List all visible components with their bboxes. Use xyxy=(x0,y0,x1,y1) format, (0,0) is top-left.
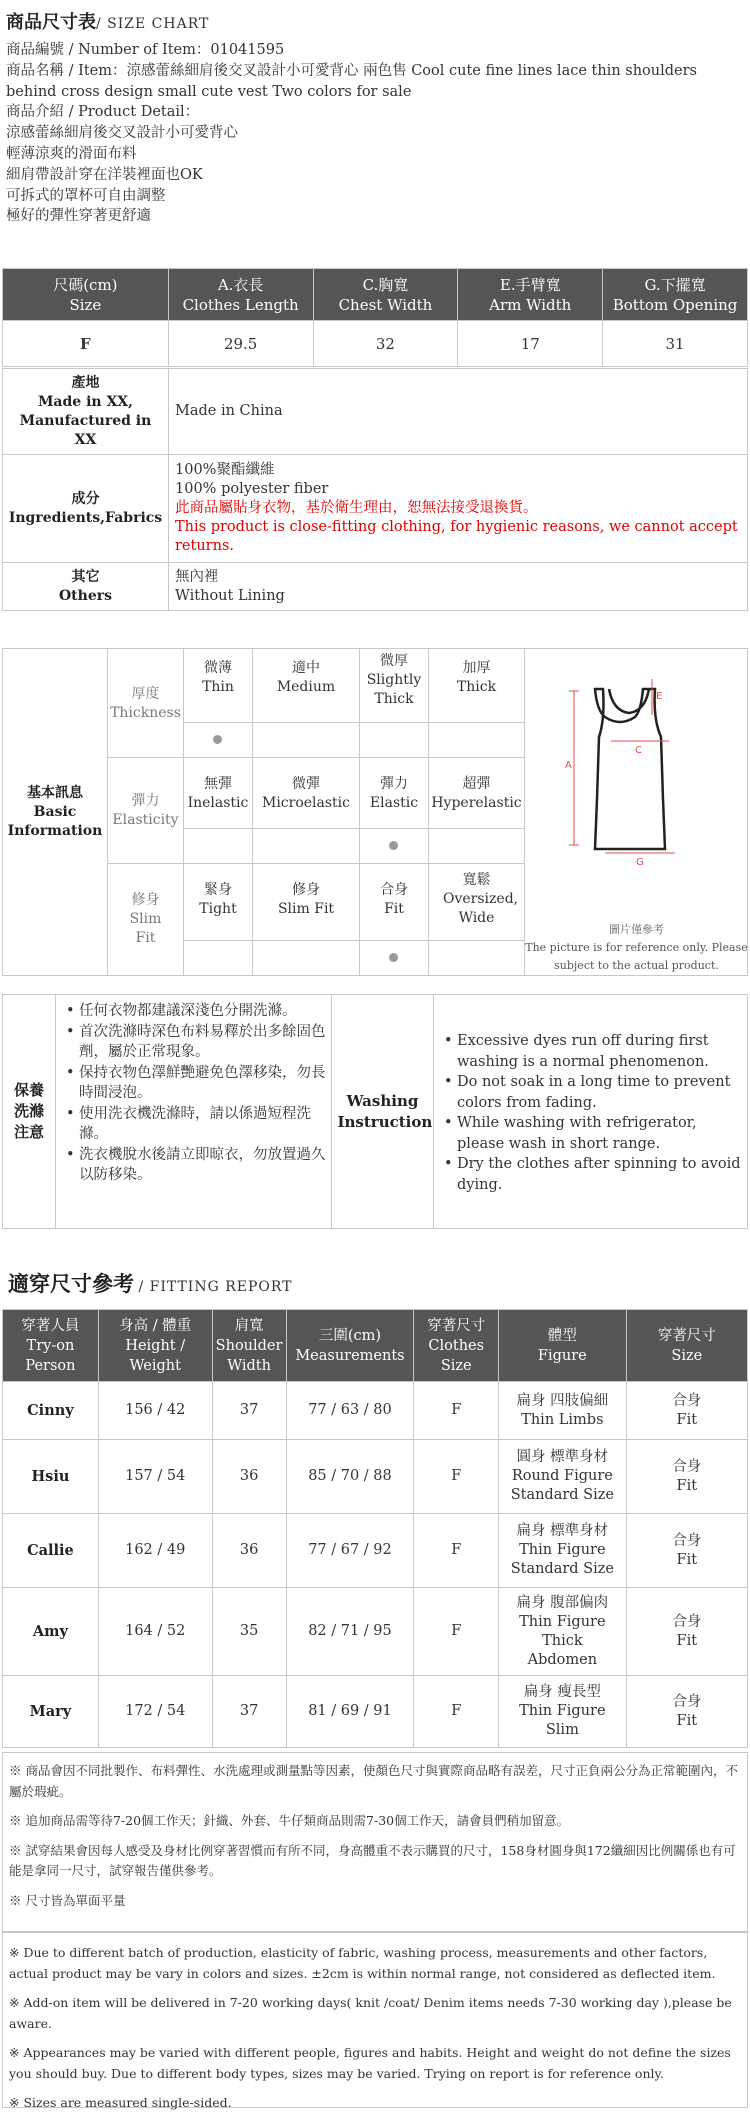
ingredients-label-zh: 成分 xyxy=(71,490,100,507)
table-row xyxy=(3,1382,748,1440)
note-en: ※ Appearances may be varied with different people, figures and habits. Height and weight do not define the sizes you should buy. Due to different body types, sizes may be varied. Trying on report is for reference only. xyxy=(9,2045,731,2081)
ingredients-value xyxy=(169,455,748,563)
clothes-size: F xyxy=(414,1514,499,1588)
option-tight xyxy=(183,863,252,975)
header-en: Measurements xyxy=(295,1347,405,1364)
dim-label-e: E xyxy=(656,691,663,702)
washing-label-zh xyxy=(3,995,56,1228)
length-header xyxy=(168,269,313,321)
fitting-report-header xyxy=(8,1268,293,1298)
dim-label-a: A xyxy=(565,760,572,771)
elasticity-selected-dot xyxy=(389,841,398,850)
measurements: 81 / 69 / 91 xyxy=(286,1676,414,1748)
slimfit-label xyxy=(108,891,183,948)
option-en: Fit xyxy=(384,901,404,917)
option-en: Slightly Thick xyxy=(366,672,422,707)
slimfit-label-zh: 修身 xyxy=(131,892,160,908)
washing-item-zh: • 洗衣機脫水後請立即晾衣，勿放置過久以防移染。 xyxy=(65,1145,327,1186)
person-header xyxy=(3,1310,99,1382)
clothes-size: F xyxy=(414,1382,499,1440)
height-weight: 157 / 54 xyxy=(98,1440,212,1514)
diagram-caption-en-2: subject to the actual product. xyxy=(554,959,719,972)
size-row xyxy=(3,321,748,367)
shoulder-width: 36 xyxy=(212,1440,286,1514)
product-detail-line: 細肩帶設計穿在洋裝裡面也OK xyxy=(6,166,203,183)
option-en: Inelastic xyxy=(187,795,249,811)
option-zh: 微厚 xyxy=(380,653,408,669)
option-en: Thin xyxy=(202,679,234,695)
item-name: 商品名稱 / Item：涼感蕾絲細肩後交叉設計小可愛背心 兩色售 Cool cute fine lines lace thin shoulders behind cross design small cute vest Two colors for sale xyxy=(6,62,697,100)
item-number: 商品編號 / Number of Item：01041595 xyxy=(6,42,285,58)
option-en: Medium xyxy=(276,679,336,695)
header-zh: 三圍(cm) xyxy=(318,1327,382,1344)
figure: 扁身 標準身材 Thin Figure Standard Size xyxy=(499,1514,627,1588)
product-detail-line: 可拆式的罩杯可自由調整 xyxy=(6,187,166,204)
shoulder-header xyxy=(212,1310,286,1382)
header-zh: 身高 / 體重 xyxy=(119,1317,192,1334)
washing-list-en xyxy=(443,1031,743,1195)
product-detail-line: 極好的彈性穿著更舒適 xyxy=(6,208,151,225)
others-label-en: Others xyxy=(58,587,112,604)
note-zh: ※ 尺寸皆為單面平量 xyxy=(9,1892,126,1908)
figure-header xyxy=(499,1310,627,1382)
figure: 扁身 四肢偏細 Thin Limbs xyxy=(499,1382,627,1440)
shoulder-width: 37 xyxy=(212,1382,286,1440)
figure: 圓身 標準身材 Round Figure Standard Size xyxy=(499,1440,627,1514)
option-oversized xyxy=(428,863,524,975)
note-en: ※ Sizes are measured single-sided. xyxy=(9,2095,232,2110)
note-en: ※ Due to different batch of production, elasticity of fabric, washing process, measurements and other factors, actual product may be vary in colors and sizes. ±2cm is within normal range, not considered as deflected item. xyxy=(9,1945,716,1981)
length-cell: 29.5 xyxy=(168,321,313,367)
origin-row xyxy=(3,369,748,455)
person-name: Hsiu xyxy=(3,1440,99,1514)
option-zh: 微彈 xyxy=(292,776,320,792)
fitting-report-title: 適穿尺寸參考 xyxy=(8,1271,134,1296)
person-name: Cinny xyxy=(3,1382,99,1440)
table-row xyxy=(3,1588,748,1676)
measurements: 77 / 67 / 92 xyxy=(286,1514,414,1588)
header-zh: 體型 xyxy=(547,1327,577,1344)
others-label xyxy=(3,563,169,611)
height-weight-header xyxy=(98,1310,212,1382)
product-intro xyxy=(6,40,736,227)
basic-info-label xyxy=(3,649,108,975)
shoulder-width: 35 xyxy=(212,1588,286,1676)
basic-info-section xyxy=(2,648,748,976)
product-detail-line: 輕薄涼爽的滑面布料 xyxy=(6,145,137,162)
header-en: Clothes Size xyxy=(428,1337,485,1374)
others-row xyxy=(3,563,748,611)
header-en: Clothes Length xyxy=(182,295,299,314)
fit-result: 合身 Fit xyxy=(626,1382,747,1440)
height-weight: 156 / 42 xyxy=(98,1382,212,1440)
thickness-selected-dot xyxy=(213,735,222,744)
header-en: Height / Weight xyxy=(125,1337,186,1374)
washing-title-en: Washing Instruction xyxy=(337,1091,433,1131)
option-slightly-thick xyxy=(359,649,428,757)
option-en: Elastic xyxy=(369,795,419,811)
table-row xyxy=(3,1440,748,1514)
others-value xyxy=(169,563,748,611)
option-zh: 修身 xyxy=(292,882,320,898)
size-chart-header-row xyxy=(3,269,748,321)
slimfit-selected-dot xyxy=(389,953,398,962)
bottom-cell: 31 xyxy=(603,321,748,367)
header-zh: E.手臂寬 xyxy=(499,275,561,294)
fitting-header-row xyxy=(3,1310,748,1382)
header-en: Chest Width xyxy=(338,295,433,314)
washing-list-zh xyxy=(65,1001,327,1186)
header-zh: 尺碼(cm) xyxy=(53,275,118,294)
arm-header xyxy=(458,269,603,321)
size-header xyxy=(3,269,169,321)
option-thick xyxy=(428,649,524,757)
origin-label-zh: 產地 xyxy=(71,374,100,391)
header-zh: G.下擺寬 xyxy=(644,275,706,294)
garment-diagram xyxy=(524,649,747,975)
header-zh: A.衣長 xyxy=(217,275,264,294)
clothes-size: F xyxy=(414,1676,499,1748)
table-row xyxy=(3,1514,748,1588)
fit-result: 合身 Fit xyxy=(626,1514,747,1588)
thickness-label-zh: 厚度 xyxy=(131,686,160,702)
size-chart-title-en: / SIZE CHART xyxy=(96,16,210,32)
option-en: Slim Fit xyxy=(277,901,335,917)
clothes-size: F xyxy=(414,1588,499,1676)
elasticity-label-en: Elasticity xyxy=(112,812,179,828)
option-slim-fit xyxy=(252,863,359,975)
notes-en xyxy=(2,1932,748,2108)
header-en: Try-on Person xyxy=(25,1337,76,1374)
clothes-size: F xyxy=(414,1440,499,1514)
option-zh: 無彈 xyxy=(204,776,232,792)
header-zh: 穿著尺寸 xyxy=(427,1317,486,1334)
basic-info-title-zh: 基本訊息 xyxy=(27,784,83,801)
option-en: Hyperelastic xyxy=(431,795,522,811)
lining-zh: 無內裡 xyxy=(175,568,219,585)
size-chart-table xyxy=(2,268,748,367)
slimfit-label-en: Slim Fit xyxy=(129,911,162,946)
option-zh: 超彈 xyxy=(462,776,491,792)
option-zh: 緊身 xyxy=(204,882,232,898)
diagram-caption-en-1: The picture is for reference only. Please xyxy=(525,941,748,954)
option-zh: 合身 xyxy=(380,882,408,898)
clothes-size-header xyxy=(414,1310,499,1382)
product-detail-line: 涼感蕾絲細肩後交叉設計小可愛背心 xyxy=(6,125,238,142)
option-en: Tight xyxy=(199,901,237,917)
option-en: Thick xyxy=(456,679,497,695)
washing-item-zh: • 任何衣物都建議深淺色分開洗滌。 xyxy=(65,1001,327,1022)
origin-label-en: Made in XX, Manufactured in XX xyxy=(19,393,152,448)
basic-info-title-en: Basic Information xyxy=(7,803,103,839)
note-zh: ※ 商品會因不同批製作、布料彈性、水洗處理或測量點等因素，使顏色尺寸與實際商品略有誤差，尺寸正負兩公分為正常範圍內，不屬於瑕疵。 xyxy=(9,1763,738,1799)
thickness-label-en: Thickness xyxy=(110,705,181,721)
bottom-header xyxy=(603,269,748,321)
arm-cell: 17 xyxy=(458,321,603,367)
option-en: Microelastic xyxy=(261,795,350,811)
elasticity-label xyxy=(108,792,183,830)
option-medium xyxy=(252,649,359,757)
note-en: ※ Add-on item will be delivered in 7-20 working days( knit /coat/ Denim items needs 7-30 working day ),please be aware. xyxy=(9,1995,732,2031)
diagram-caption-zh: 圖片僅參考 xyxy=(609,923,664,936)
table-row xyxy=(3,1676,748,1748)
ingredients-row xyxy=(3,455,748,563)
option-zh: 彈力 xyxy=(380,776,408,792)
header-zh: 肩寬 xyxy=(234,1317,264,1334)
elasticity-label-zh: 彈力 xyxy=(131,793,160,809)
header-en: Figure xyxy=(537,1347,587,1364)
header-en: Size xyxy=(69,295,102,314)
size-chart-title: 商品尺寸表 xyxy=(6,12,96,33)
washing-item-en: • While washing with refrigerator, please wash in short range. xyxy=(443,1113,743,1154)
person-name: Amy xyxy=(3,1588,99,1676)
height-weight: 164 / 52 xyxy=(98,1588,212,1676)
lining-en: Without Lining xyxy=(175,587,285,604)
measurements-header xyxy=(286,1310,414,1382)
chest-header xyxy=(313,269,458,321)
washing-item-zh: • 首次洗滌時深色布料易釋於出多餘固色劑，屬於正常現象。 xyxy=(65,1022,327,1063)
origin-label xyxy=(3,369,169,455)
dim-label-g: G xyxy=(636,857,644,868)
size-cell: F xyxy=(3,321,169,367)
fitting-report-title-en: / FITTING REPORT xyxy=(138,1279,293,1295)
header-zh: 穿著尺寸 xyxy=(657,1327,716,1344)
header-zh: 穿著人員 xyxy=(21,1317,80,1334)
option-inelastic xyxy=(183,757,252,863)
height-weight: 172 / 54 xyxy=(98,1676,212,1748)
fit-result: 合身 Fit xyxy=(626,1440,747,1514)
washing-title-zh: 保養洗滌注意 xyxy=(13,1081,44,1141)
others-label-zh: 其它 xyxy=(71,568,100,585)
shoulder-width: 36 xyxy=(212,1514,286,1588)
washing-item-en: • Dry the clothes after spinning to avoid dying. xyxy=(443,1154,743,1195)
washing-item-en: • Excessive dyes run off during first washing is a normal phenomenon. xyxy=(443,1031,743,1072)
option-zh: 適中 xyxy=(292,660,320,676)
header-en: Shoulder Width xyxy=(215,1337,283,1374)
washing-item-zh: • 使用洗衣機洗滌時，請以係過短程洗滌。 xyxy=(65,1104,327,1145)
ingredient-en: 100% polyester fiber xyxy=(175,481,329,497)
shoulder-width: 37 xyxy=(212,1676,286,1748)
no-return-warning-en: This product is close-fitting clothing, for hygienic reasons, we cannot accept returns. xyxy=(175,519,738,554)
tank-top-diagram xyxy=(525,649,748,869)
option-zh: 寬鬆 xyxy=(462,872,491,888)
header-en: Bottom Opening xyxy=(612,295,738,314)
origin-value: Made in China xyxy=(169,369,748,455)
header-en: Size xyxy=(671,1347,703,1364)
no-return-warning-zh: 此商品屬貼身衣物，基於衛生理由，恕無法接受退換貨。 xyxy=(175,500,538,516)
fit-result: 合身 Fit xyxy=(626,1588,747,1676)
thickness-label xyxy=(108,685,183,723)
fabric-info-table xyxy=(2,368,748,611)
option-hyperelastic xyxy=(428,757,524,863)
dim-label-c: C xyxy=(635,745,642,756)
person-name: Mary xyxy=(3,1676,99,1748)
figure: 扁身 瘦長型 Thin Figure Slim xyxy=(499,1676,627,1748)
option-zh: 微薄 xyxy=(204,660,232,676)
option-zh: 加厚 xyxy=(462,660,491,676)
size-chart-header xyxy=(6,8,209,34)
note-zh: ※ 追加商品需等待7-20個工作天；針織、外套、牛仔類商品則需7-30個工作天，請會員們稍加留意。 xyxy=(9,1813,570,1828)
fit-header xyxy=(626,1310,747,1382)
fitting-report-table xyxy=(2,1309,748,1748)
option-en: Oversized, Wide xyxy=(443,891,519,926)
chest-cell: 32 xyxy=(313,321,458,367)
person-name: Callie xyxy=(3,1514,99,1588)
washing-item-zh: • 保持衣物色澤鮮艷避免色澤移染，勿長時間浸泡。 xyxy=(65,1063,327,1104)
fit-result: 合身 Fit xyxy=(626,1676,747,1748)
height-weight: 162 / 49 xyxy=(98,1514,212,1588)
header-zh: C.胸寬 xyxy=(362,275,409,294)
washing-item-en: • Do not soak in a long time to prevent colors from fading. xyxy=(443,1072,743,1113)
washing-instruction-label xyxy=(331,995,434,1228)
option-microelastic xyxy=(252,757,359,863)
header-en: Arm Width xyxy=(489,295,572,314)
measurements: 85 / 70 / 88 xyxy=(286,1440,414,1514)
product-detail-title: 商品介紹 / Product Detail： xyxy=(6,104,200,121)
figure: 扁身 腹部偏肉 Thin Figure Thick Abdomen xyxy=(499,1588,627,1676)
washing-section xyxy=(2,994,748,1229)
measurements: 77 / 63 / 80 xyxy=(286,1382,414,1440)
ingredients-label-en: Ingredients,Fabrics xyxy=(8,509,163,526)
measurements: 82 / 71 / 95 xyxy=(286,1588,414,1676)
notes-zh xyxy=(2,1752,748,1932)
ingredient-zh: 100%聚酯纖維 xyxy=(175,462,275,478)
ingredients-label xyxy=(3,455,169,563)
note-zh: ※ 試穿結果會因每人感受及身材比例穿著習慣而有所不同，身高體重不表示購買的尺寸，158身材圓身與172纖細因比例關係也有可能是拿同一尺寸，試穿報告僅供參考。 xyxy=(9,1842,736,1878)
